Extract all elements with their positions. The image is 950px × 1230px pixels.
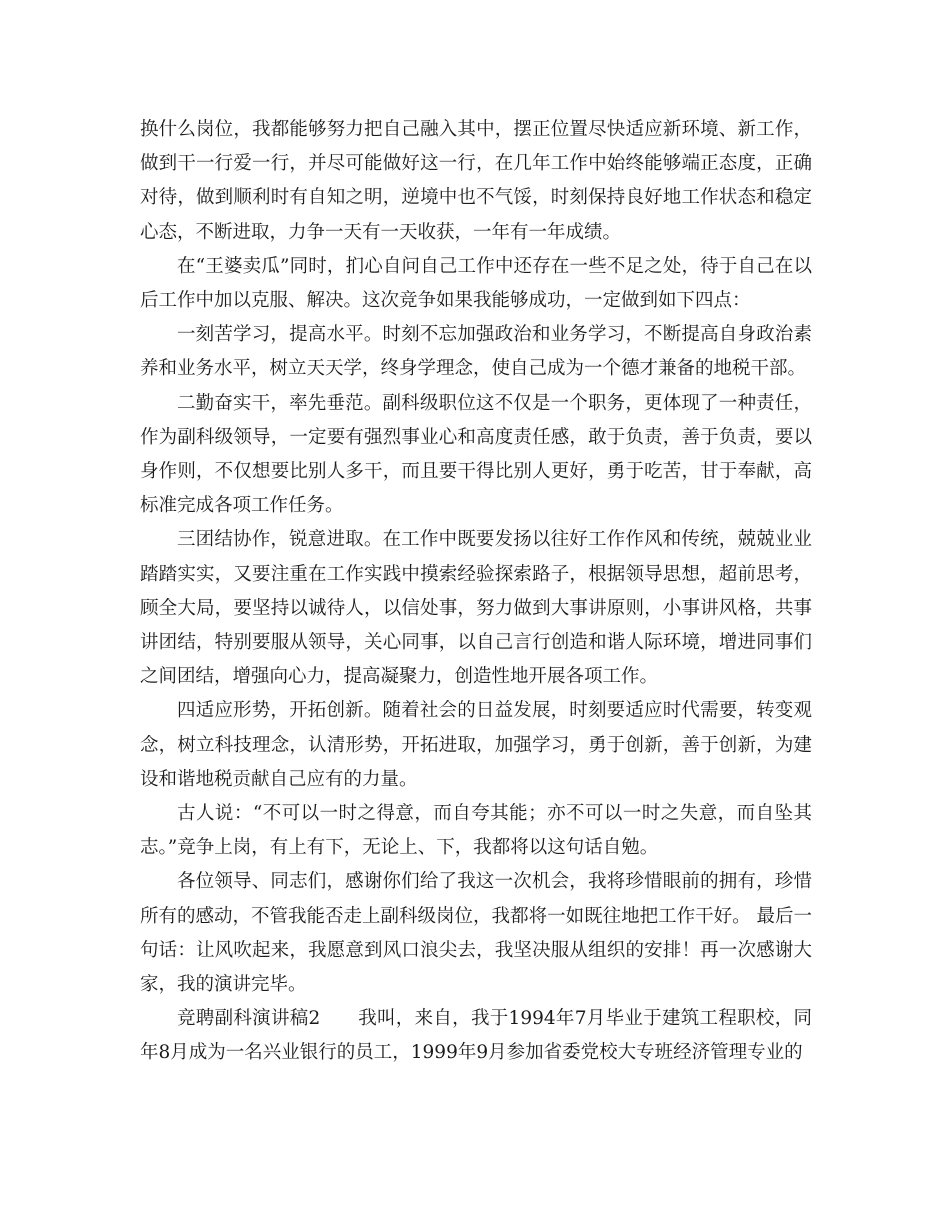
document-body: [140, 113, 812, 1071]
paragraph-quote: 古人说：“不可以一时之得意，而自夸其能；亦不可以一时之失意，而自坠其志。”竞争上岗，有上有下，无论上、下，我都将以这句话自勉。: [140, 803, 812, 859]
paragraph-point-two: 二勤奋实干，率先垂范。副科级职位这不仅是一个职务，更体现了一种责任，作为副科级领导，一定要有强烈事业心和高度责任感，敢于负责，善于负责，要以身作则，不仅想要比别人多干，而且要干得比别人更好，勇于吃苦，甘于奉献，高标准完成各项工作任务。: [140, 392, 812, 517]
paragraph-point-one: 一刻苦学习，提高水平。时刻不忘加强政治和业务学习，不断提高自身政治素养和业务水平，树立天天学，终身学理念，使自己成为一个德才兼备的地税干部。: [140, 324, 812, 380]
paragraph-point-four: 四适应形势，开拓创新。随着社会的日益发展，时刻要适应时代需要，转变观念，树立科技理念，认清形势，开拓进取，加强学习，勇于创新，善于创新，为建设和谐地税贡献自己应有的力量。: [140, 700, 812, 790]
paragraph-point-three: 三团结协作，锐意进取。在工作中既要发扬以往好工作作风和传统，兢兢业业踏踏实实，又要注重在工作实践中摸索经验探索路子，根据领导思想，超前思考，顾全大局，要坚持以诚待人，以信处事，努力做到大事讲原则，小事讲风格，共事讲团结，特别要服从领导，关心同事，以自己言行创造和谐人际环境，增进同事们之间团结，增强向心力，提高凝聚力，创造性地开展各项工作。: [140, 529, 812, 688]
paragraph-continuation: 换什么岗位，我都能够努力把自己融入其中，摆正位置尽快适应新环境、新工作，做到干一行爱一行，并尽可能做好这一行，在几年工作中始终能够端正态度，正确对待，做到顺利时有自知之明，逆境中也不气馁，时刻保持良好地工作状态和稳定心态，不断进取，力争一天有一天收获，一年有一年成绩。: [140, 119, 812, 243]
paragraph-shortcomings: 在“王婆卖瓜”同时，扪心自问自己工作中还存在一些不足之处，待于自己在以后工作中加以克服、解决。这次竞争如果我能够成功，一定做到如下四点：: [140, 255, 812, 312]
paragraph-closing: 各位领导、同志们，感谢你们给了我这一次机会，我将珍惜眼前的拥有，珍惜所有的感动，不管我能否走上副科级岗位，我都将一如既往地把工作干好。 最后一句话：让风吹起来，我愿意到风口浪尖去，我坚决服从组织的安排！再一次感谢大家，我的演讲完毕。: [140, 871, 812, 996]
paragraph-speech-two-start: 竞聘副科演讲稿2 我叫，来自，我于1994年7月毕业于建筑工程职校，同年8月成为一名兴业银行的员工，1999年9月参加省委党校大专班经济管理专业的: [140, 1008, 812, 1064]
